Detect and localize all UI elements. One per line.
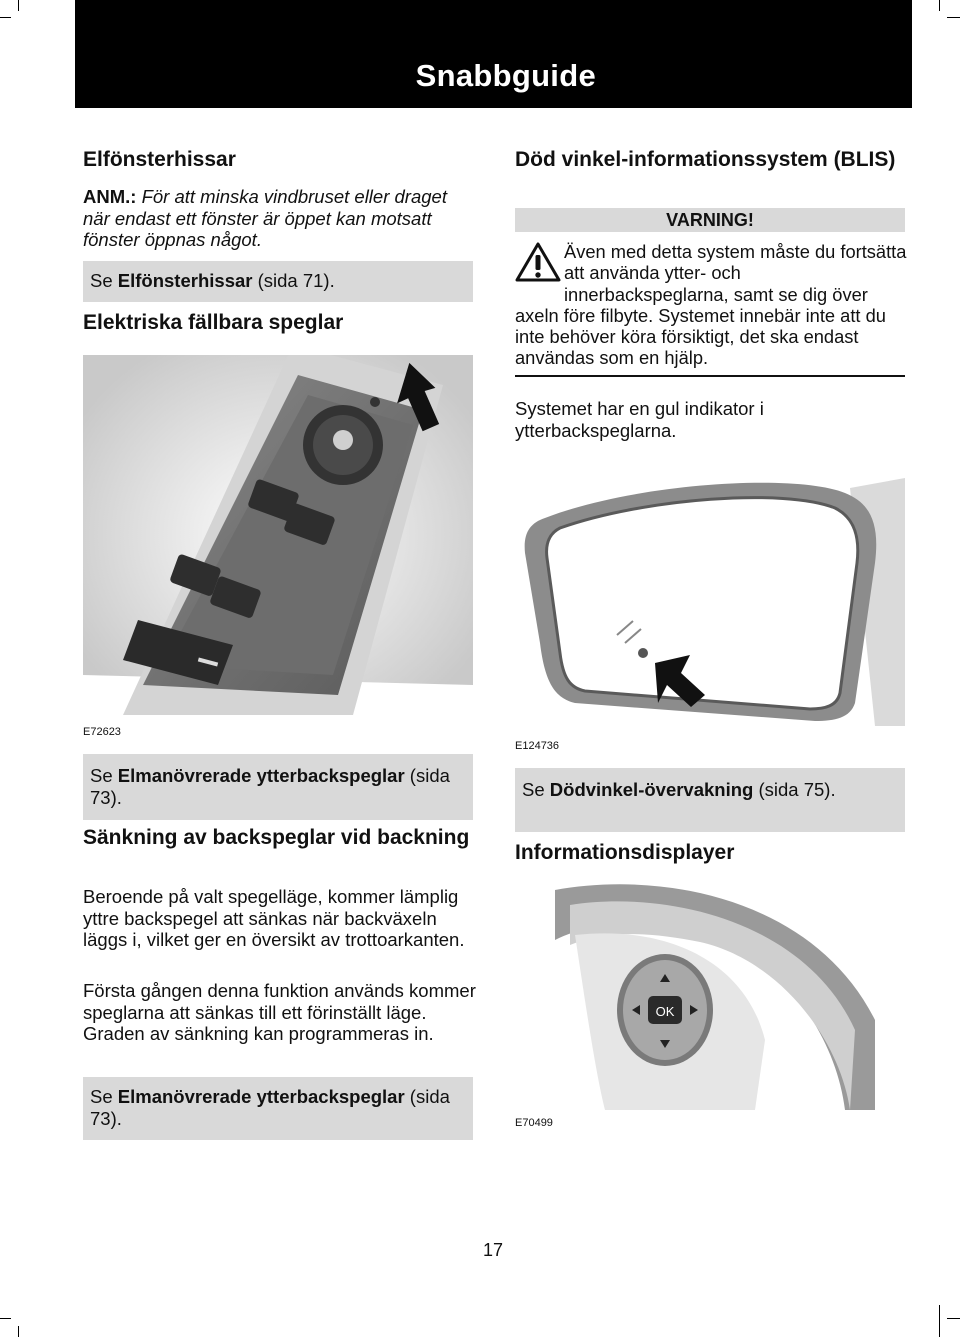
side-mirror-figure	[515, 463, 905, 726]
crop-mark	[939, 1305, 940, 1337]
page-title: Snabbguide	[415, 58, 596, 93]
ref-link-power-windows[interactable]: Elfönsterhissar	[117, 270, 253, 291]
reference-box	[83, 1077, 473, 1140]
reference-box	[83, 754, 473, 820]
warning-header: VARNING!	[515, 208, 905, 232]
crop-mark	[0, 17, 11, 18]
ref-prefix: Se	[90, 270, 118, 291]
warning-text: Även med detta system måste du fortsätta att använda ytter- och innerbackspeglarna, samt se dig över axeln före filbyte. Systemet innebär inte att du inte behöver köra försiktigt, det ska endast användas som en hjälp.	[515, 241, 907, 369]
ref-prefix: Se	[522, 779, 550, 800]
figure-label: E70499	[515, 1117, 553, 1129]
ref-link-power-mirrors[interactable]: Elmanövrerade ytterbackspeglar	[117, 1086, 405, 1107]
steering-wheel-figure	[515, 880, 905, 1110]
paragraph-first-use: Första gången denna funktion används kommer speglarna att sänkas till ett förinställt läge. Graden av sänkning kan programmeras in.	[83, 980, 476, 1044]
crop-mark	[18, 1326, 19, 1337]
crop-mark	[18, 0, 19, 11]
note-paragraph	[83, 186, 478, 251]
crop-mark	[0, 1318, 11, 1319]
note-label: ANM.:	[83, 186, 137, 207]
ref-link-blind-spot[interactable]: Dödvinkel-övervakning	[549, 779, 754, 800]
heading-blis: Död vinkel-informationssystem (BLIS)	[515, 148, 896, 171]
paragraph-indicator: Systemet har en gul indikator i ytterbackspeglarna.	[515, 398, 764, 441]
heading-mirror-lowering: Sänkning av backspeglar vid backning	[83, 826, 470, 849]
ref-prefix: Se	[90, 1086, 118, 1107]
ref-suffix: (sida 71).	[252, 270, 335, 291]
ref-suffix: (sida 73).	[90, 1086, 450, 1129]
ref-link-power-mirrors[interactable]: Elmanövrerade ytterbackspeglar	[117, 765, 405, 786]
reference-box	[83, 261, 473, 302]
heading-folding-mirrors: Elektriska fällbara speglar	[83, 311, 344, 334]
ok-button-label: OK	[655, 1004, 675, 1019]
warning-body	[515, 241, 907, 369]
note-text: För att minska vindbruset eller draget när endast ett fönster är öppet kan motsatt fönster öppnas något.	[83, 186, 447, 250]
ref-suffix: (sida 75).	[753, 779, 836, 800]
blis-indicator	[638, 648, 648, 658]
crop-mark	[947, 1318, 960, 1319]
warning-divider	[515, 375, 905, 377]
door-switch-figure	[83, 355, 473, 715]
page-number: 17	[483, 1240, 504, 1260]
reference-box	[515, 768, 905, 832]
crop-mark	[939, 0, 940, 11]
figure-label: E124736	[515, 740, 560, 752]
ref-suffix: (sida 73).	[90, 765, 450, 808]
heading-info-displays: Informationsdisplayer	[515, 841, 735, 864]
page-header	[75, 0, 912, 108]
ref-prefix: Se	[90, 765, 118, 786]
paragraph-lowering: Beroende på valt spegelläge, kommer lämplig yttre backspegel att sänkas när backväxeln läggs i, vilket ger en översikt av trottoarkanten.	[83, 886, 465, 950]
crop-mark	[947, 17, 960, 18]
heading-power-windows: Elfönsterhissar	[83, 148, 236, 171]
figure-label: E72623	[83, 726, 121, 738]
